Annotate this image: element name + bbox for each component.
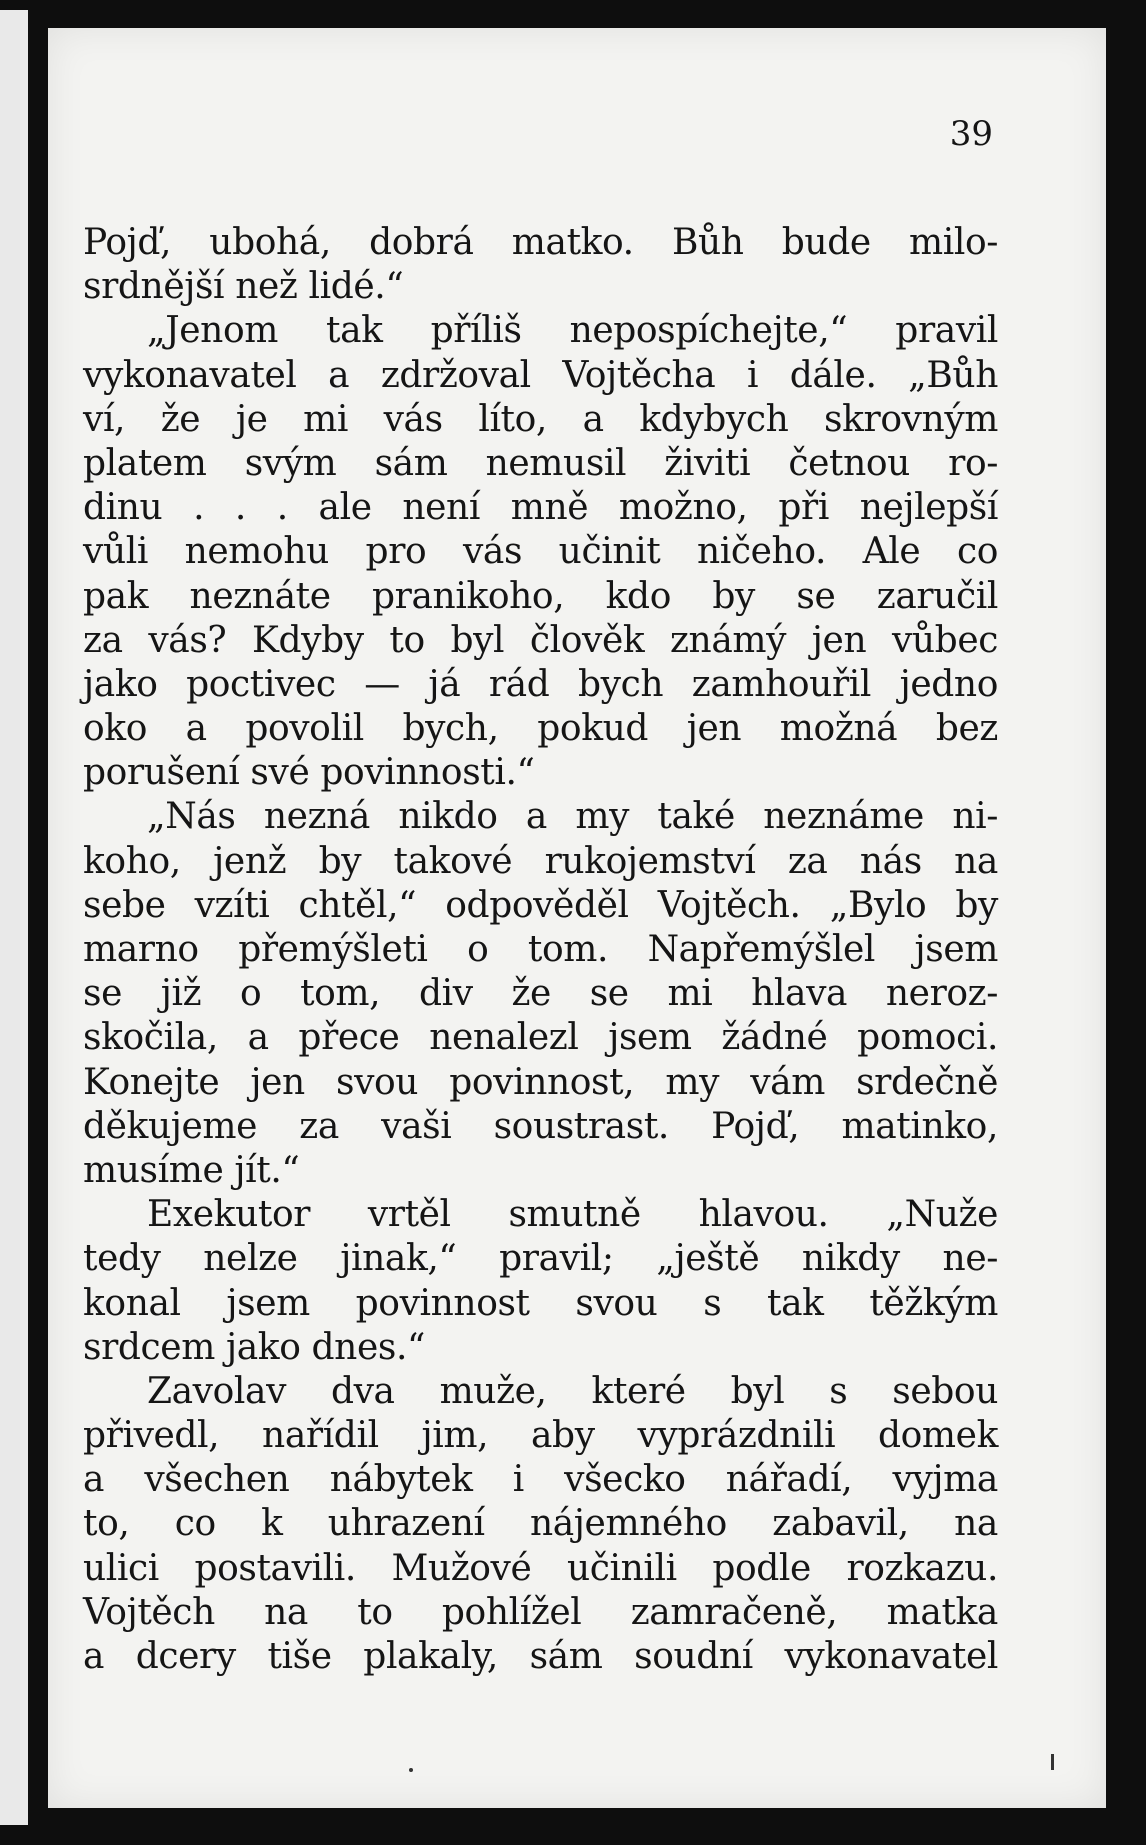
text-line: ví, že je mi vás líto, a kdybych skrovným — [83, 398, 998, 440]
text-line: Zavolav dva muže, které byl s sebou — [147, 1370, 998, 1412]
facing-page-edge — [0, 10, 28, 1825]
text-line: pak neznáte pranikoho, kdo by se zaručil — [83, 575, 998, 617]
right-margin-mark — [1051, 1754, 1054, 1770]
text-line: skočila, a přece nenalezl jsem žádné pomoci. — [83, 1017, 998, 1059]
text-line: Vojtěch na to pohlížel zamračeně, matka — [83, 1591, 998, 1633]
text-line: „Nás nezná nikdo a my také neznáme ni- — [147, 796, 998, 838]
text-line: Exekutor vrtěl smutně hlavou. „Nuže — [147, 1194, 998, 1236]
text-line: platem svým sám nemusil živiti četnou ro- — [83, 442, 998, 484]
text-line: a všechen nábytek i všecko nářadí, vyjma — [83, 1459, 998, 1501]
text-line: a dcery tiše plakaly, sám soudní vykonavatel — [83, 1636, 998, 1677]
text-line: Pojď, ubohá, dobrá matko. Bůh bude milo- — [83, 222, 998, 263]
text-line: tedy nelze jinak,“ pravil; „ještě nikdy ne- — [83, 1238, 998, 1280]
text-line: za vás? Kdyby to byl člověk známý jen vůbec — [83, 619, 998, 661]
text-line: „Jenom tak příliš nepospíchejte,“ pravil — [147, 310, 998, 352]
text-line: oko a povolil bych, pokud jen možná bez — [83, 708, 998, 750]
text-line: dinu . . . ale není mně možno, při nejlepší — [83, 487, 998, 529]
text-line: konal jsem povinnost svou s tak těžkým — [83, 1282, 998, 1324]
text-line: marno přemýšleti o tom. Napřemýšlel jsem — [83, 929, 998, 970]
text-line: to, co k uhrazení nájemného zabavil, na — [83, 1503, 998, 1545]
text-line: Konejte jen svou povinnost, my vám srdečně — [83, 1061, 998, 1103]
text-line: koho, jenž by takové rukojemství za nás na — [83, 840, 998, 882]
text-line: srdnější než lidé.“ — [83, 266, 404, 308]
text-line: ulici postavili. Mužové učinili podle rozkazu. — [83, 1547, 998, 1589]
text-line: musíme jít.“ — [83, 1149, 300, 1191]
text-line: vykonavatel a zdržoval Vojtěcha i dále. „Bůh — [83, 354, 998, 396]
page-text — [83, 221, 998, 1679]
text-line: vůli nemohu pro vás učinit ničeho. Ale co — [83, 531, 998, 573]
text-line: srdcem jako dnes.“ — [83, 1326, 425, 1368]
page-number: 39 — [949, 114, 993, 154]
text-line: se již o tom, div že se mi hlava neroz- — [83, 973, 998, 1015]
text-line: děkujeme za vaši soustrast. Pojď, matinko, — [83, 1105, 998, 1147]
bottom-dot-mark — [409, 1768, 413, 1772]
text-line: porušení své povinnosti.“ — [83, 752, 535, 794]
text-line: sebe vzíti chtěl,“ odpověděl Vojtěch. „Bylo by — [83, 884, 998, 926]
book-page — [48, 28, 1106, 1808]
text-line: přivedl, nařídil jim, aby vyprázdnili domek — [83, 1415, 998, 1457]
text-line: jako poctivec — já rád bych zamhouřil jedno — [83, 663, 998, 705]
